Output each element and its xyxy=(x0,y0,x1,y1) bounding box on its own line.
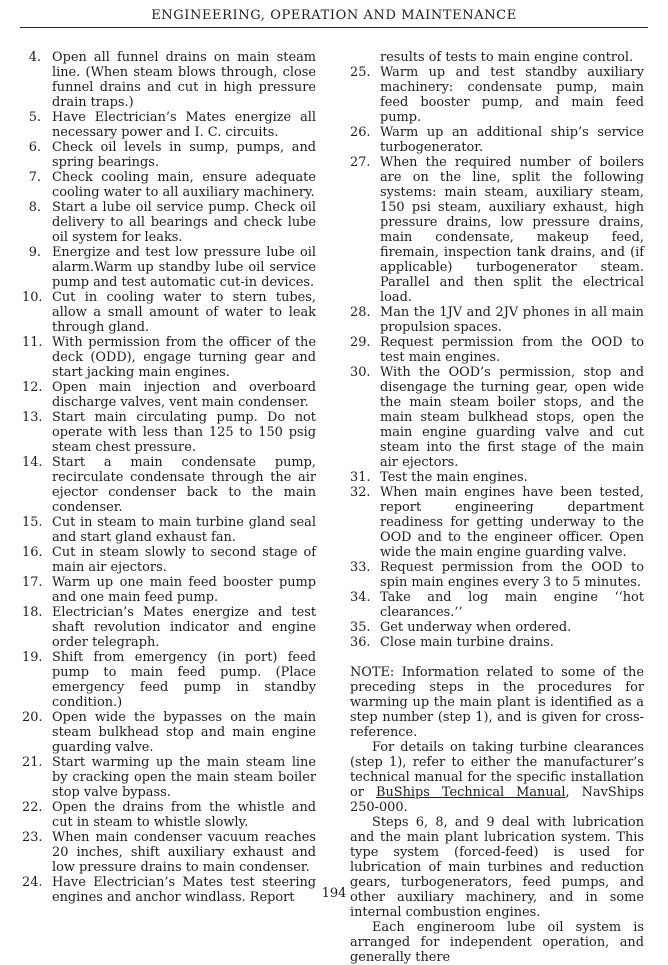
step-item xyxy=(22,755,316,800)
step-number: 34. xyxy=(350,590,371,605)
step-item xyxy=(350,590,644,620)
step-item xyxy=(350,335,644,365)
step-text: Open wide the bypasses on the main steam bulkhead stop and main engine guarding valve. xyxy=(52,710,316,755)
step-number: 9. xyxy=(28,245,41,260)
note-paragraph: NOTE: Information related to some of the preceding steps in the procedures for warming up the main plant is identified as a step number (step 1), and is given for cross-reference. xyxy=(350,665,644,740)
step-number: 23. xyxy=(22,830,43,845)
step-item xyxy=(22,710,316,755)
step-number: 17. xyxy=(22,575,43,590)
step-number: 10. xyxy=(22,290,43,305)
step-number: 4. xyxy=(28,50,41,65)
header-rule xyxy=(20,27,648,28)
step-text: Start warming up the main steam line by cracking open the main steam boiler stop valve bypass. xyxy=(52,755,316,800)
note-section xyxy=(350,665,644,965)
step-number: 5. xyxy=(28,110,41,125)
step-text: With the OOD’s permission, stop and disengage the turning gear, open wide the main steam boiler stops, and the main steam bulkhead stops, open the main engine guarding valve and cut steam into the first stage of the main air ejectors. xyxy=(380,365,644,470)
step-item xyxy=(22,650,316,710)
step-text: Check cooling main, ensure adequate cooling water to all auxiliary machinery. xyxy=(52,170,316,200)
step-text: Warm up an additional ship’s service turbogenerator. xyxy=(380,125,644,155)
step-number: 8. xyxy=(28,200,41,215)
step-item xyxy=(22,290,316,335)
step-number: 30. xyxy=(350,365,371,380)
note-text: For details on taking turbine clearances (step 1), refer to either the manufacturer’s technical manual for the specific installation or xyxy=(350,740,644,800)
step-text: Request permission from the OOD to test main engines. xyxy=(380,335,644,365)
step-text: Start a lube oil service pump. Check oil delivery to all bearings and check lube oil system for leaks. xyxy=(52,200,316,245)
step-text: Have Electrician’s Mates test steering engines and anchor windlass. Report xyxy=(52,875,316,905)
step-number: 20. xyxy=(22,710,43,725)
step-item xyxy=(22,110,316,140)
step-number: 29. xyxy=(350,335,371,350)
step-item xyxy=(22,50,316,110)
step-number: 28. xyxy=(350,305,371,320)
step-text: Warm up and test standby auxiliary machinery: condensate pump, main feed booster pump, and main feed pump. xyxy=(380,65,644,125)
step-item xyxy=(350,155,644,305)
step-number: 32. xyxy=(350,485,371,500)
manual-reference: BuShips Technical Manual xyxy=(375,785,566,800)
step-number: 35. xyxy=(350,620,371,635)
step-item xyxy=(22,800,316,830)
step-number: 26. xyxy=(350,125,371,140)
step-text: Cut in steam slowly to second stage of main air ejectors. xyxy=(52,545,316,575)
step-item xyxy=(350,125,644,155)
step-text: When the required number of boilers are on the line, split the following systems: main steam, auxiliary steam, 150 psi steam, auxiliary exhaust, high pressure drains, low pressure drains, main condensate, makeup feed, firemain, inspection tank drains, and (if applicable) turbogenerator steam. Parallel and then split the electrical load. xyxy=(380,155,644,305)
step-text: Electrician’s Mates energize and test shaft revolution indicator and engine order telegraph. xyxy=(52,605,316,650)
step-text: Test the main engines. xyxy=(380,470,528,485)
step-text: Start a main condensate pump, recirculate condensate through the air ejector condenser back to the main condenser. xyxy=(52,455,316,515)
step-number: 11. xyxy=(22,335,43,350)
left-column xyxy=(22,50,316,905)
step-number: 14. xyxy=(22,455,43,470)
step-text: Cut in steam to main turbine gland seal and start gland exhaust fan. xyxy=(52,515,316,545)
step-item xyxy=(22,140,316,170)
step-text: Energize and test low pressure lube oil alarm.Warm up standby lube oil service pump and test automatic cut-in devices. xyxy=(52,245,316,290)
step-number: 19. xyxy=(22,650,43,665)
step-text: Open the drains from the whistle and cut in steam to whistle slowly. xyxy=(52,800,316,830)
step-item xyxy=(22,200,316,245)
step-text: Take and log main engine ‘‘hot clearances.’’ xyxy=(380,590,644,620)
step-number: 15. xyxy=(22,515,43,530)
step-item xyxy=(22,455,316,515)
step-number: 22. xyxy=(22,800,43,815)
note-paragraph xyxy=(350,740,644,815)
step-item xyxy=(350,620,644,635)
step-text: Man the 1JV and 2JV phones in all main propulsion spaces. xyxy=(380,305,644,335)
step-text: Start main circulating pump. Do not operate with less than 125 to 150 psig steam chest pressure. xyxy=(52,410,316,455)
running-header: ENGINEERING, OPERATION AND MAINTENANCE xyxy=(151,8,517,23)
step-number: 21. xyxy=(22,755,43,770)
step-item xyxy=(22,380,316,410)
step-item xyxy=(22,515,316,545)
step-text: Get underway when ordered. xyxy=(380,620,572,635)
step-item xyxy=(22,830,316,875)
step-item xyxy=(350,65,644,125)
step-item xyxy=(22,170,316,200)
step-number: 16. xyxy=(22,545,43,560)
step-item xyxy=(350,485,644,560)
step-number: 6. xyxy=(28,140,41,155)
step-text: Close main turbine drains. xyxy=(380,635,554,650)
step-number: 36. xyxy=(350,635,371,650)
step-text: Cut in cooling water to stern tubes, allow a small amount of water to leak through gland. xyxy=(52,290,316,335)
step-item xyxy=(350,365,644,470)
step-number: 18. xyxy=(22,605,43,620)
note-paragraph: Each engineroom lube oil system is arranged for independent operation, and generally there xyxy=(350,920,644,965)
step-item xyxy=(22,245,316,290)
step-text: When main engines have been tested, report engineering department readiness for getting underway to the OOD and to the engineer officer. Open wide the main engine guarding valve. xyxy=(380,485,644,560)
step-continuation: results of tests to main engine control. xyxy=(380,50,634,65)
step-text: Open all funnel drains on main steam line. (When steam blows through, close funnel drains and cut in high pressure drain traps.) xyxy=(52,50,316,110)
step-item xyxy=(22,605,316,650)
step-number: 13. xyxy=(22,410,43,425)
step-item xyxy=(22,575,316,605)
step-text: Have Electrician’s Mates energize all necessary power and I. C. circuits. xyxy=(52,110,316,140)
step-item xyxy=(350,560,644,590)
step-text: When main condenser vacuum reaches 20 inches, shift auxiliary exhaust and low pressure drains to main condenser. xyxy=(52,830,316,875)
note-paragraph: Steps 6, 8, and 9 deal with lubrication and the main plant lubrication system. This type system (forced-feed) is used for lubrication of main turbines and reduction gears, turbogenerators, feed pumps, and other auxiliary machinery, and in some internal combustion engines. xyxy=(350,815,644,920)
step-text: Request permission from the OOD to spin main engines every 3 to 5 minutes. xyxy=(380,560,644,590)
step-item xyxy=(22,545,316,575)
note-text: , NavShips 250-000. xyxy=(350,785,644,815)
step-number: 7. xyxy=(28,170,41,185)
step-item xyxy=(350,305,644,335)
step-text: With permission from the officer of the deck (ODD), engage turning gear and start jacking main engines. xyxy=(52,335,316,380)
step-number: 24. xyxy=(22,875,43,890)
step-text: Open main injection and overboard discharge valves, vent main condenser. xyxy=(52,380,316,410)
step-item xyxy=(22,410,316,455)
step-item xyxy=(350,635,644,650)
step-number: 31. xyxy=(350,470,371,485)
step-item xyxy=(22,335,316,380)
step-text: Warm up one main feed booster pump and one main feed pump. xyxy=(52,575,316,605)
step-number: 27. xyxy=(350,155,371,170)
step-text: Check oil levels in sump, pumps, and spring bearings. xyxy=(52,140,316,170)
step-number: 12. xyxy=(22,380,43,395)
step-number: 25. xyxy=(350,65,371,80)
step-item xyxy=(350,470,644,485)
step-text: Shift from emergency (in port) feed pump to main feed pump. (Place emergency feed pump in standby condition.) xyxy=(52,650,316,710)
page-number: 194 xyxy=(321,886,347,901)
step-number: 33. xyxy=(350,560,371,575)
right-column xyxy=(350,50,644,965)
